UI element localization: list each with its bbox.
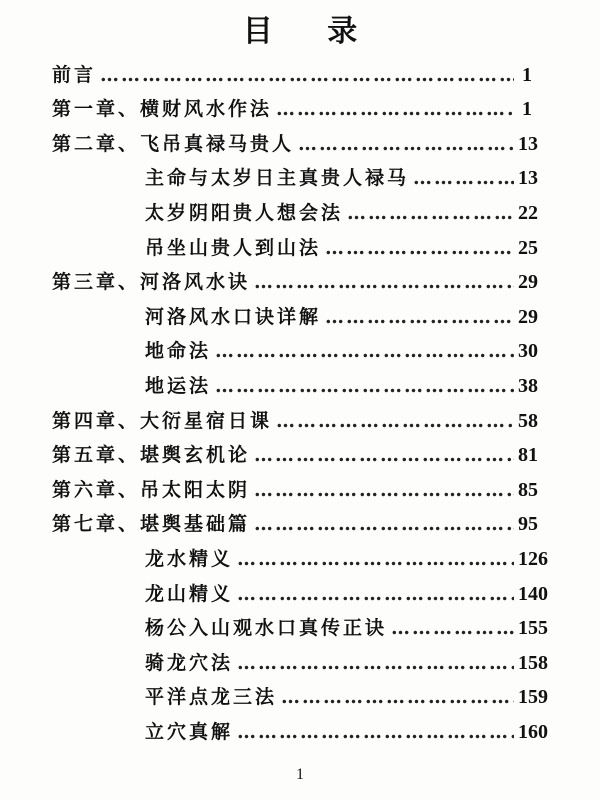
toc-entry[interactable] — [0, 121, 600, 156]
toc-entry[interactable] — [0, 606, 600, 641]
toc-entry-label: 地命法 — [145, 340, 212, 363]
toc-entry-label: 第一章、横财风水作法 — [52, 98, 273, 121]
toc-entry[interactable] — [0, 87, 600, 122]
toc-entry-label: 立穴真解 — [145, 720, 234, 743]
toc-entry-page: 13 — [518, 167, 538, 190]
toc-entry[interactable] — [0, 329, 600, 364]
toc-entry-label: 第三章、河洛风水诀 — [52, 271, 251, 294]
toc-entry-page: 58 — [518, 409, 538, 432]
leader-dots — [237, 547, 514, 571]
toc-entry-label: 龙水精义 — [145, 547, 234, 570]
toc-entry-page: 38 — [518, 374, 538, 397]
toc-entry[interactable] — [0, 294, 600, 329]
toc-entry-page: 1 — [522, 98, 532, 121]
leader-dots — [237, 720, 514, 744]
toc-entry[interactable] — [0, 675, 600, 710]
toc-entry-page: 30 — [518, 340, 538, 363]
toc-entry[interactable] — [0, 640, 600, 675]
leader-dots — [237, 651, 514, 675]
toc-entry[interactable] — [0, 363, 600, 398]
toc-entry-page: 13 — [518, 132, 538, 155]
toc-entry-page: 155 — [518, 617, 548, 640]
toc-entry-label: 杨公入山观水口真传正诀 — [145, 617, 388, 640]
toc-entry[interactable] — [0, 156, 600, 191]
leader-dots — [413, 166, 514, 190]
table-of-contents — [0, 52, 600, 744]
leader-dots — [237, 582, 514, 606]
leader-dots — [254, 478, 514, 502]
leader-dots — [325, 305, 514, 329]
leader-dots — [100, 63, 514, 87]
toc-entry-label: 第六章、吊太阳太阴 — [52, 478, 251, 501]
toc-entry-label: 第二章、飞吊真禄马贵人 — [52, 132, 295, 155]
leader-dots — [281, 685, 514, 709]
toc-entry-page: 158 — [518, 651, 548, 674]
toc-entry-page: 25 — [518, 236, 538, 259]
page-number: 1 — [296, 766, 304, 783]
page-title: 目 录 — [242, 14, 380, 49]
toc-entry-page: 126 — [518, 547, 548, 570]
toc-entry-label: 吊坐山贵人到山法 — [145, 236, 322, 259]
toc-entry-page: 85 — [518, 478, 538, 501]
toc-entry-label: 主命与太岁日主真贵人禄马 — [145, 167, 410, 190]
toc-entry-label: 第七章、堪舆基础篇 — [52, 513, 251, 536]
toc-entry-page: 22 — [518, 201, 538, 224]
toc-entry-label: 骑龙穴法 — [145, 651, 234, 674]
toc-entry-page: 1 — [522, 63, 532, 86]
toc-entry-page: 81 — [518, 444, 538, 467]
toc-entry-label: 太岁阴阳贵人想会法 — [145, 201, 344, 224]
toc-entry-label: 龙山精义 — [145, 582, 234, 605]
toc-entry-label: 第四章、大衍星宿日课 — [52, 409, 273, 432]
leader-dots — [215, 339, 514, 363]
leader-dots — [276, 409, 514, 433]
toc-entry[interactable] — [0, 709, 600, 744]
leader-dots — [254, 270, 514, 294]
toc-entry-page: 95 — [518, 513, 538, 536]
toc-entry[interactable] — [0, 536, 600, 571]
leader-dots — [347, 201, 514, 225]
toc-entry[interactable] — [0, 467, 600, 502]
toc-entry-page: 140 — [518, 582, 548, 605]
leader-dots — [325, 236, 514, 260]
leader-dots — [298, 132, 514, 156]
leader-dots — [254, 512, 514, 536]
toc-entry-label: 河洛风水口诀详解 — [145, 305, 322, 328]
toc-entry-page: 160 — [518, 720, 548, 743]
leader-dots — [215, 374, 514, 398]
toc-entry-label: 前言 — [52, 63, 97, 86]
toc-entry-page: 29 — [518, 271, 538, 294]
toc-entry-page: 159 — [518, 686, 548, 709]
toc-entry[interactable] — [0, 502, 600, 537]
toc-entry[interactable] — [0, 433, 600, 468]
toc-entry[interactable] — [0, 190, 600, 225]
toc-entry-page: 29 — [518, 305, 538, 328]
toc-entry[interactable] — [0, 52, 600, 87]
leader-dots — [254, 443, 514, 467]
toc-entry-label: 第五章、堪舆玄机论 — [52, 444, 251, 467]
toc-entry[interactable] — [0, 571, 600, 606]
toc-entry[interactable] — [0, 260, 600, 295]
toc-entry[interactable] — [0, 225, 600, 260]
toc-entry[interactable] — [0, 398, 600, 433]
toc-entry-label: 地运法 — [145, 374, 212, 397]
leader-dots — [391, 616, 514, 640]
leader-dots — [276, 97, 514, 121]
toc-entry-label: 平洋点龙三法 — [145, 686, 278, 709]
